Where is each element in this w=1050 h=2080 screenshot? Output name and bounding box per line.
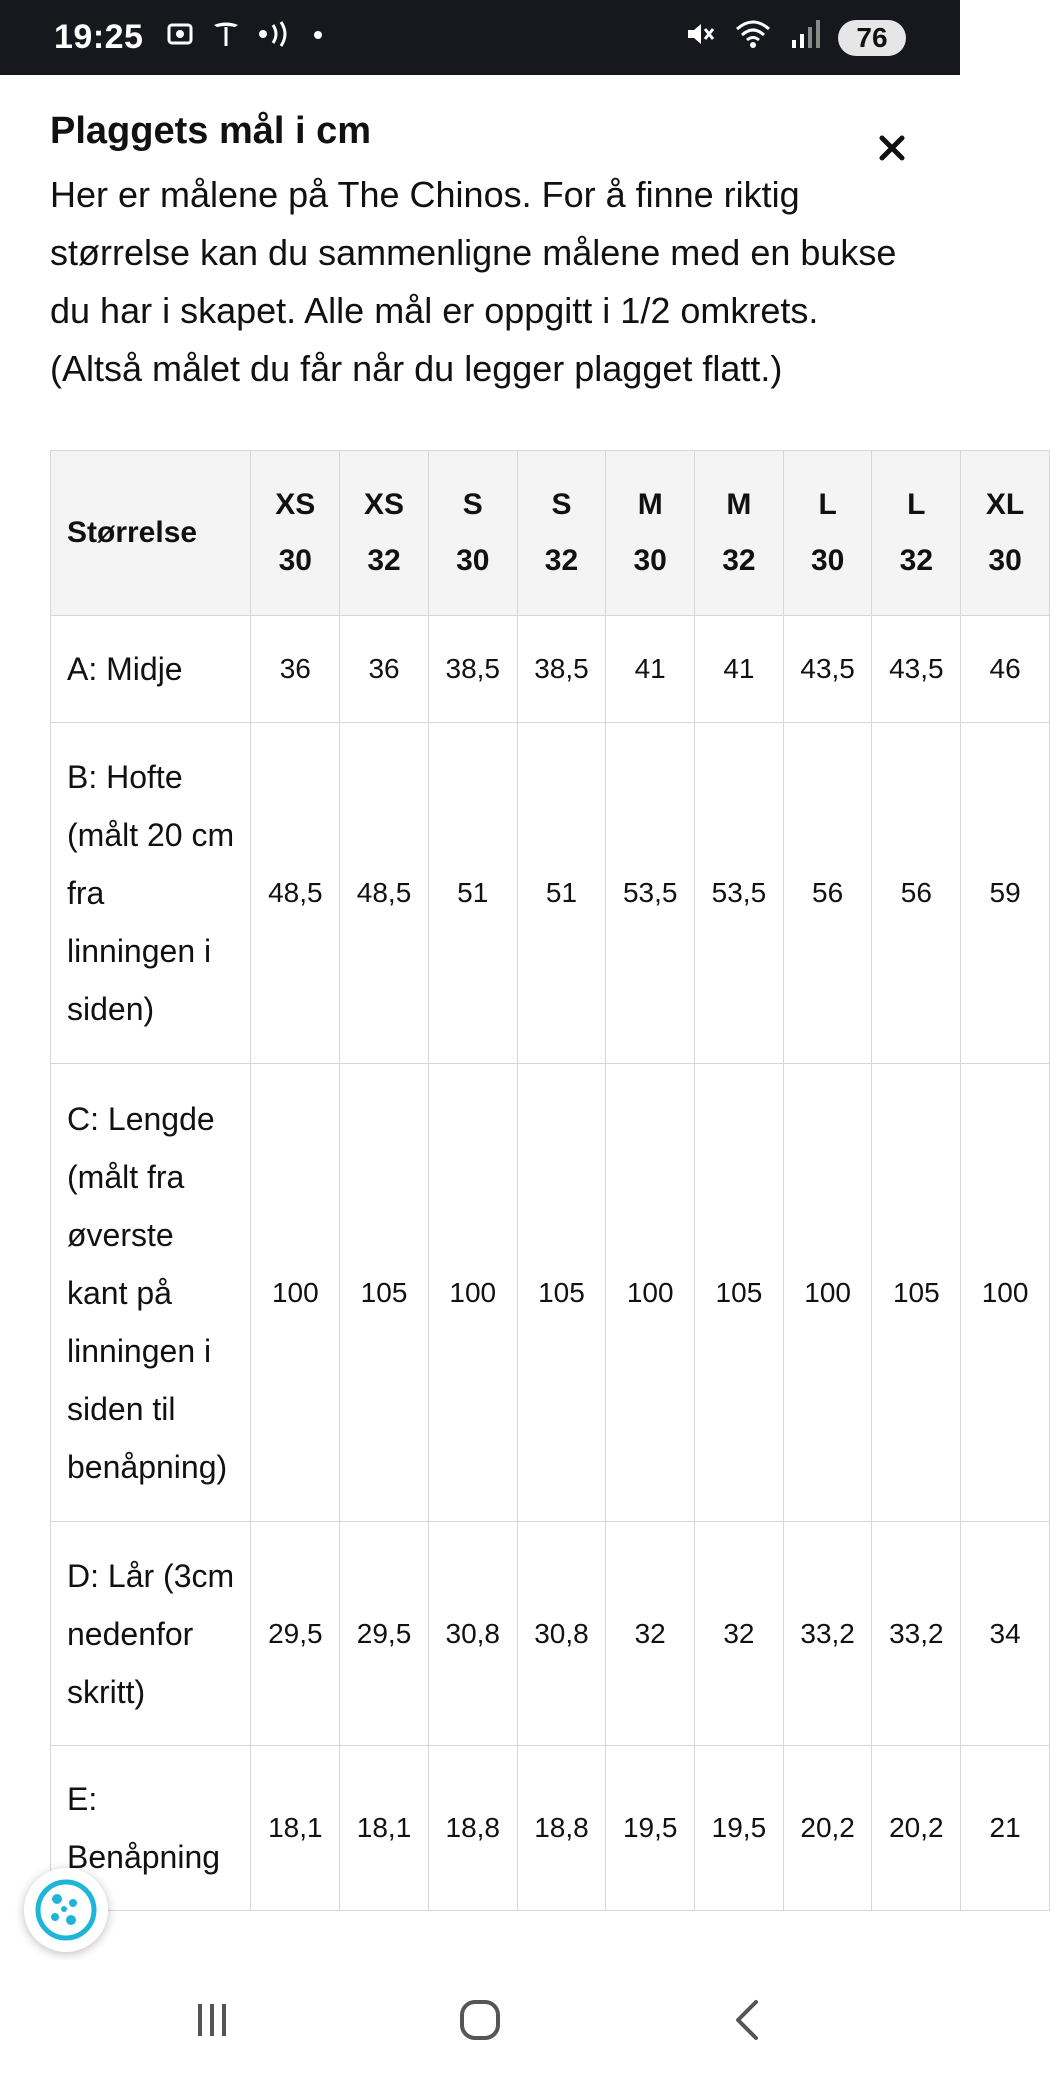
recents-button[interactable] [172,1990,252,2050]
table-cell: 105 [340,1064,429,1522]
notification-icons [165,19,325,56]
table-cell: 53,5 [695,723,784,1064]
table-cell: 34 [961,1522,1050,1746]
size-header: S 32 [517,451,606,616]
cookie-icon [31,1875,101,1945]
table-cell: 51 [428,723,517,1064]
table-cell: 56 [872,723,961,1064]
size-header: XS 30 [251,451,340,616]
row-label: B: Hofte (målt 20 cm fra linningen i siden) [51,723,251,1064]
table-cell: 56 [783,723,872,1064]
size-header: L 30 [783,451,872,616]
table-cell: 20,2 [783,1746,872,1911]
table-cell: 100 [251,1064,340,1522]
table-header-row [51,451,1050,616]
table-cell: 29,5 [340,1522,429,1746]
nfc-icon [257,19,295,56]
table-cell: 43,5 [872,616,961,723]
table-cell: 21 [961,1746,1050,1911]
table-cell: 53,5 [606,723,695,1064]
size-column-header: Størrelse [51,451,251,616]
recents-icon [192,2000,232,2040]
back-button[interactable] [708,1990,788,2050]
row-label: D: Lår (3cm nedenfor skritt) [51,1522,251,1746]
table-cell: 105 [517,1064,606,1522]
table-cell: 100 [606,1064,695,1522]
close-button[interactable] [872,128,912,168]
table-cell: 19,5 [606,1746,695,1911]
close-icon [879,135,905,161]
table-cell: 18,1 [251,1746,340,1911]
modal-title: Plaggets mål i cm [50,110,372,152]
modal-description: Her er målene på The Chinos. For å finne riktig størrelse kan du sammenligne målene med en bukse du har i skapet. Alle mål er oppgitt i 1/2 omkrets. (Altså målet du får når du legger plagget flatt.) [50,174,897,389]
table-cell: 33,2 [783,1522,872,1746]
table-cell: 32 [606,1522,695,1746]
size-header: XS 32 [340,451,429,616]
table-cell: 29,5 [251,1522,340,1746]
table-row [51,723,1050,1064]
table-cell: 100 [428,1064,517,1522]
table-cell: 48,5 [340,723,429,1064]
table-cell: 43,5 [783,616,872,723]
table-cell: 36 [340,616,429,723]
size-header: M 32 [695,451,784,616]
wifi-icon [734,18,772,57]
table-cell: 48,5 [251,723,340,1064]
size-header: XL 30 [961,451,1050,616]
size-table-scroll[interactable] [50,450,1029,1907]
size-header: M 30 [606,451,695,616]
dot-icon [311,19,325,56]
status-bar [0,0,960,75]
table-cell: 38,5 [428,616,517,723]
table-cell: 51 [517,723,606,1064]
mute-icon [684,18,716,57]
table-cell: 41 [606,616,695,723]
back-icon [728,1998,768,2042]
table-row [51,1522,1050,1746]
table-cell: 100 [961,1064,1050,1522]
row-label: E: Benåpning [51,1746,251,1911]
table-cell: 33,2 [872,1522,961,1746]
table-cell: 105 [695,1064,784,1522]
table-cell: 30,8 [517,1522,606,1746]
table-cell: 19,5 [695,1746,784,1911]
table-row [51,1746,1050,1911]
table-row [51,616,1050,723]
table-cell: 38,5 [517,616,606,723]
cookie-settings-button[interactable] [24,1868,108,1952]
row-label: C: Lengde (målt fra øverste kant på linningen i siden til benåpning) [51,1064,251,1522]
signal-icon [790,18,820,57]
table-cell: 32 [695,1522,784,1746]
tesla-icon [211,19,241,56]
clock: 19:25 [54,18,144,56]
home-button[interactable] [440,1990,520,2050]
home-icon [458,1998,502,2042]
table-row [51,1064,1050,1522]
size-header: S 30 [428,451,517,616]
navigation-bar [0,1960,960,2080]
table-cell: 30,8 [428,1522,517,1746]
size-table [50,450,1050,1911]
table-cell: 105 [872,1064,961,1522]
table-cell: 18,1 [340,1746,429,1911]
table-cell: 18,8 [428,1746,517,1911]
table-cell: 100 [783,1064,872,1522]
table-cell: 41 [695,616,784,723]
screenshot-icon [165,19,195,56]
table-cell: 20,2 [872,1746,961,1911]
table-cell: 59 [961,723,1050,1064]
table-cell: 46 [961,616,1050,723]
row-label: A: Midje [51,616,251,723]
table-cell: 36 [251,616,340,723]
table-cell: 18,8 [517,1746,606,1911]
battery-indicator: 76 [838,20,906,56]
size-header: L 32 [872,451,961,616]
